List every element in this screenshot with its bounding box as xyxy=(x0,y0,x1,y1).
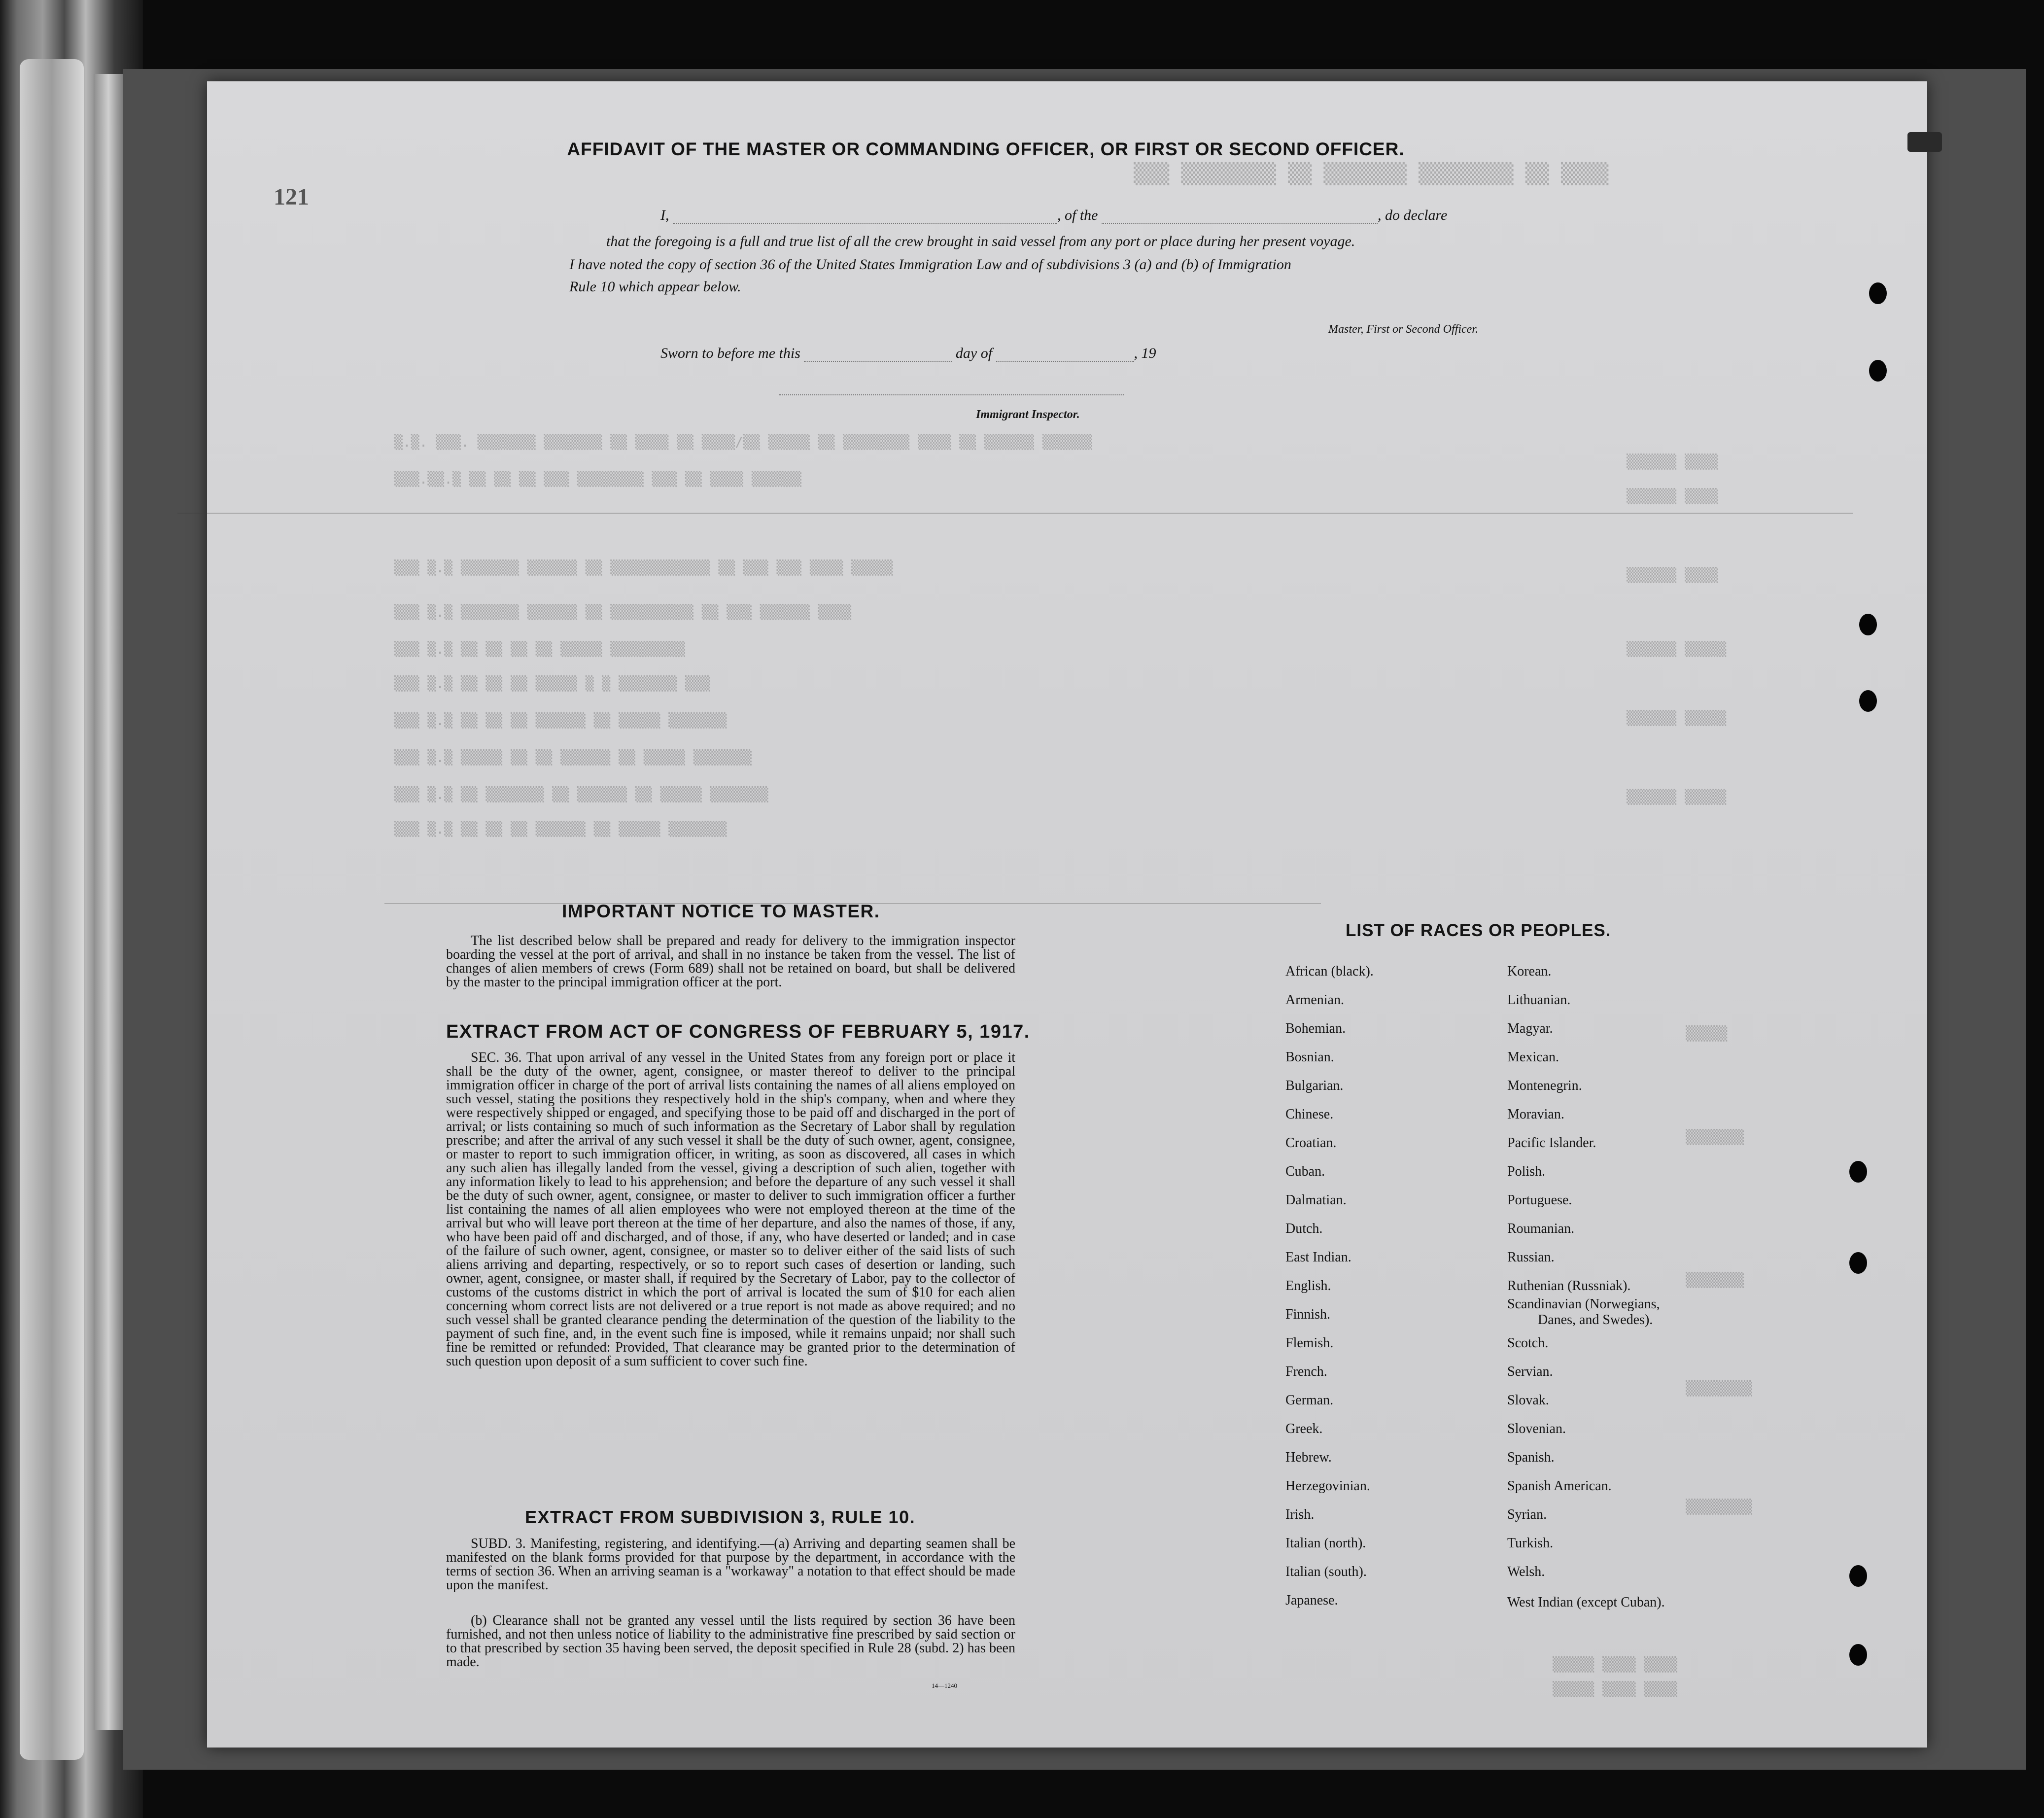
vessel-name-field[interactable] xyxy=(1102,223,1378,224)
race-item: Syrian. xyxy=(1507,1507,1547,1522)
race-item: Dutch. xyxy=(1285,1221,1323,1236)
race-item: Irish. xyxy=(1285,1507,1315,1522)
punch-hole xyxy=(1849,1252,1867,1274)
race-item: Hebrew. xyxy=(1285,1450,1332,1465)
punch-hole xyxy=(1869,282,1887,304)
race-item: Dalmatian. xyxy=(1285,1192,1347,1208)
race-item: Russian. xyxy=(1507,1250,1555,1265)
bleed-text: ▒.▒. ▒▒▒. ▒▒▒▒▒▒▒ ▒▒▒▒▒▒▒ ▒▒ ▒▒▒▒ ▒▒ ▒▒▒▒/▒▒ ▒▒▒▒▒ ▒▒ ▒▒▒▒▒▒▒▒ ▒▒▒▒ ▒▒ ▒▒▒▒▒▒ ▒▒▒▒▒▒ xyxy=(394,434,1093,450)
bleed-text: ▒▒▒ ▒▒▒▒▒▒▒▒ ▒▒ ▒▒▒▒▒▒▒ ▒▒▒▒▒▒▒▒ ▒▒ ▒▒▒▒ xyxy=(1134,163,1609,185)
bleed-text: ▒▒▒▒▒▒▒ xyxy=(1686,1129,1744,1145)
race-item: Flemish. xyxy=(1285,1335,1334,1351)
race-item: Croatian. xyxy=(1285,1135,1337,1151)
bleed-text: ▒▒▒ ▒.▒ ▒▒ ▒▒▒▒▒▒▒ ▒▒ ▒▒▒▒▒▒ ▒▒ ▒▒▒▒▒ ▒▒▒▒▒▒▒ xyxy=(394,786,768,803)
race-item: Finnish. xyxy=(1285,1307,1331,1322)
bleed-text: ▒▒▒▒▒▒ ▒▒▒▒▒ xyxy=(1627,710,1727,726)
race-item: Portuguese. xyxy=(1507,1192,1572,1208)
race-item: Spanish American. xyxy=(1507,1478,1612,1494)
race-item: Pacific Islander. xyxy=(1507,1135,1596,1151)
form-number: 14—1240 xyxy=(932,1682,957,1689)
race-item: Ruthenian (Russniak). xyxy=(1507,1278,1631,1294)
bleed-text: ▒▒▒▒▒ xyxy=(1686,1025,1728,1042)
bleed-text: ▒▒▒▒▒▒ ▒▒▒▒ xyxy=(1627,454,1718,470)
race-item: Italian (north). xyxy=(1285,1536,1366,1551)
bleed-text: ▒▒▒ ▒.▒ ▒▒▒▒▒▒▒ ▒▒▒▒▒▒ ▒▒ ▒▒▒▒▒▒▒▒▒▒ ▒▒ ▒▒▒ ▒▒▒▒▒▒ ▒▒▒▒ xyxy=(394,604,852,620)
race-item: Bohemian. xyxy=(1285,1021,1346,1036)
bleed-text: ▒▒▒ ▒.▒ ▒▒ ▒▒ ▒▒ ▒▒▒▒▒ ▒ ▒ ▒▒▒▒▒▒▒ ▒▒▒ xyxy=(394,675,710,692)
declaration-of-the: , of the xyxy=(1057,207,1098,223)
declaration-line-1 xyxy=(660,207,1548,224)
race-item: Korean. xyxy=(1507,964,1552,979)
declaration-i: I, xyxy=(660,207,669,223)
declaration-do-declare: , do declare xyxy=(1378,207,1448,223)
binder-strip xyxy=(20,59,84,1760)
race-item: Greek. xyxy=(1285,1421,1323,1436)
race-item: Bosnian. xyxy=(1285,1049,1334,1065)
affidavit-title: AFFIDAVIT OF THE MASTER OR COMMANDING OFFICER, OR FIRST OR SECOND OFFICER. xyxy=(567,139,1405,159)
race-item: Roumanian. xyxy=(1507,1221,1575,1236)
race-item: Scotch. xyxy=(1507,1335,1549,1351)
race-item: Danes, and Swedes). xyxy=(1538,1312,1653,1328)
bleed-text: ▒▒▒ ▒.▒ ▒▒ ▒▒ ▒▒ ▒▒ ▒▒▒▒▒ ▒▒▒▒▒▒▒▒▒ xyxy=(394,641,686,657)
binder-strip-inner xyxy=(94,74,123,1730)
bleed-text: ▒▒▒▒▒▒▒▒ xyxy=(1686,1499,1752,1515)
punch-hole xyxy=(1849,1644,1867,1666)
sworn-text: Sworn to before me this xyxy=(660,345,800,361)
race-item: Japanese. xyxy=(1285,1593,1338,1608)
sworn-month-field[interactable] xyxy=(996,361,1134,362)
declaration-line-2: that the foregoing is a full and true list of all the crew brought in said vessel from any port or place during her present voyage. xyxy=(606,233,1355,249)
race-item: Armenian. xyxy=(1285,992,1344,1008)
bleed-text: ▒▒▒▒▒▒▒▒ xyxy=(1686,1380,1752,1397)
sworn-year: , 19 xyxy=(1134,345,1156,361)
races-title: LIST OF RACES OR PEOPLES. xyxy=(1346,921,1611,940)
race-item: Lithuanian. xyxy=(1507,992,1571,1008)
master-signature-label: Master, First or Second Officer. xyxy=(1328,323,1478,336)
page-number: 121 xyxy=(274,184,309,210)
extract-rule-text-b: (b) Clearance shall not be granted any vessel until the lists required by section 36 have been furnished, and not then unless notice of liability to the administrative fine prescribed by said section or to that prescribed by section 35 having been served, the deposit specified in Rule 28 (subd. 2) has been made. xyxy=(446,1613,1015,1670)
bleed-text: ▒▒▒▒▒▒ ▒▒▒▒ xyxy=(1627,488,1718,504)
extract-rule-text-a: SUBD. 3. Manifesting, registering, and identifying.—(a) Arriving and departing seamen shall be manifested on the blank forms provided for that purpose by the department, in accordance with the terms of section 36. When an arriving seaman is a "workaway" a notation to that effect should be made upon the manifest. xyxy=(446,1536,1015,1593)
binder-edge xyxy=(0,0,143,1818)
race-item: Slovak. xyxy=(1507,1393,1549,1408)
race-item: Welsh. xyxy=(1507,1564,1545,1579)
bleed-text: ▒▒▒ ▒.▒ ▒▒▒▒▒ ▒▒ ▒▒ ▒▒▒▒▒▒ ▒▒ ▒▒▒▒▒ ▒▒▒▒▒▒▒ xyxy=(394,749,752,766)
punch-hole xyxy=(1849,1565,1867,1587)
notice-title: IMPORTANT NOTICE TO MASTER. xyxy=(562,901,880,921)
sworn-date-field[interactable] xyxy=(804,361,952,362)
corner-mark xyxy=(1907,132,1942,152)
bleed-text: ▒▒▒▒▒ ▒▒▒▒ ▒▒▒▒ xyxy=(1553,1656,1677,1673)
race-item: Magyar. xyxy=(1507,1021,1553,1036)
document-page xyxy=(207,81,1927,1748)
extract-act-title: EXTRACT FROM ACT OF CONGRESS OF FEBRUARY 5, 1917. xyxy=(446,1021,1030,1042)
bleed-text: ▒▒▒ ▒.▒ ▒▒ ▒▒ ▒▒ ▒▒▒▒▒▒ ▒▒ ▒▒▒▒▒ ▒▒▒▒▒▒▒ xyxy=(394,821,727,837)
bleed-text: ▒▒▒▒▒ ▒▒▒▒ ▒▒▒▒ xyxy=(1553,1681,1677,1697)
race-item: Slovenian. xyxy=(1507,1421,1566,1436)
sworn-day-of: day of xyxy=(955,345,993,361)
race-item: Moravian. xyxy=(1507,1107,1564,1122)
notice-text: The list described below shall be prepared and ready for delivery to the immigration inspector boarding the vessel at the port of arrival, and shall in no instance be taken from the vessel. The list of changes of alien members of crews (Form 689) shall not be retained on board, but shall be delivered by the master to the principal immigration officer at the port. xyxy=(446,933,1015,990)
declaration-line-3: I have noted the copy of section 36 of the United States Immigration Law and of subdivisions 3 (a) and (b) of Immigration xyxy=(569,256,1291,273)
race-item: French. xyxy=(1285,1364,1327,1379)
race-item: Spanish. xyxy=(1507,1450,1555,1465)
inspector-label: Immigrant Inspector. xyxy=(976,408,1080,421)
officer-name-field[interactable] xyxy=(673,223,1057,224)
punch-hole xyxy=(1859,690,1877,712)
race-item: East Indian. xyxy=(1285,1250,1351,1265)
race-item: Servian. xyxy=(1507,1364,1553,1379)
race-item: West Indian (except Cuban). xyxy=(1507,1595,1665,1610)
inspector-signature-line[interactable] xyxy=(779,394,1124,395)
race-item: German. xyxy=(1285,1393,1334,1408)
sworn-line xyxy=(660,345,1156,362)
race-item: African (black). xyxy=(1285,964,1374,979)
punch-hole xyxy=(1869,360,1887,382)
bleed-text: ▒▒▒▒▒▒▒ xyxy=(1686,1272,1744,1288)
race-item: English. xyxy=(1285,1278,1331,1294)
bleed-text: ▒▒▒ ▒.▒ ▒▒▒▒▒▒▒ ▒▒▒▒▒▒ ▒▒ ▒▒▒▒▒▒▒▒▒▒▒▒ ▒▒ ▒▒▒ ▒▒▒ ▒▒▒▒ ▒▒▒▒▒ xyxy=(394,559,893,576)
race-item: Turkish. xyxy=(1507,1536,1554,1551)
race-item: Montenegrin. xyxy=(1507,1078,1582,1093)
race-item: Polish. xyxy=(1507,1164,1546,1179)
bleed-text: ▒▒▒▒▒▒ ▒▒▒▒▒ xyxy=(1627,789,1727,805)
punch-hole xyxy=(1849,1161,1867,1183)
race-item: Scandinavian (Norwegians, xyxy=(1507,1296,1660,1312)
race-item: Chinese. xyxy=(1285,1107,1334,1122)
extract-rule-title: EXTRACT FROM SUBDIVISION 3, RULE 10. xyxy=(525,1507,916,1527)
bleed-text: ▒▒▒▒▒▒ ▒▒▒▒ xyxy=(1627,567,1718,583)
declaration-line-4: Rule 10 which appear below. xyxy=(569,279,741,295)
race-item: Mexican. xyxy=(1507,1049,1559,1065)
bleed-line xyxy=(177,513,1853,514)
bleed-text: ▒▒▒▒▒▒ ▒▒▒▒▒ xyxy=(1627,641,1727,657)
punch-hole xyxy=(1859,614,1877,635)
extract-act-text: SEC. 36. That upon arrival of any vessel in the United States from any foreign port or place it shall be the duty of the owner, agent, consignee, or master thereof to deliver to the principal immigration officer in charge of the port of arrival lists containing the names of all aliens employed on such vessel, stating the positions they respectively hold in the ship's company, when and where they were respectively shipped or engaged, and specifying those to be paid off and discharged in the port of arrival; or lists containing so much of such information as the Secretary of Labor shall by regulation prescribe; and after the arrival of any such vessel it shall be the duty of such owner, agent, consignee, or master to report to such immigration officer, in writing, as soon as discovered, all cases in which any such alien has illegally landed from the vessel, giving a description of such alien, together with any information likely to lead to his apprehension; and before the departure of any such vessel it shall be the duty of such owner, agent, consignee, or master to deliver to such immigration officer a further list containing the names of all alien employees who were not employed thereon at the time of the arrival but who will leave port thereon at the time of her departure, and also the names of those, if any, who have been paid off and discharged, and of those, if any, who have deserted or landed; and in case of the failure of such owner, agent, consignee, or master so to deliver either of the said lists of such aliens arriving and departing, respectively, or so to report such cases of desertion or landing, such owner, agent, consignee, or master shall, if required by the Secretary of Labor, pay to the collector of customs of the customs district in which the port of arrival is located the sum of $10 for each alien concerning whom correct lists are not delivered or a true report is not made as above required; and no such vessel shall be granted clearance pending the determination of the question of the liability to the payment of such fine, and, in the event such fine is imposed, while it remains unpaid; nor shall such fine be remitted or refunded: Provided, That clearance may be granted prior to the determination of such question upon deposit of a sum sufficient to cover such fine. xyxy=(446,1050,1015,1369)
bleed-text: ▒▒▒.▒▒.▒ ▒▒ ▒▒ ▒▒ ▒▒▒ ▒▒▒▒▒▒▒▒ ▒▒▒ ▒▒ ▒▒▒▒ ▒▒▒▒▒▒ xyxy=(394,471,802,487)
race-item: Italian (south). xyxy=(1285,1564,1367,1579)
bleed-text: ▒▒▒ ▒.▒ ▒▒ ▒▒ ▒▒ ▒▒▒▒▒▒ ▒▒ ▒▒▒▒▒ ▒▒▒▒▒▒▒ xyxy=(394,712,727,729)
race-item: Herzegovinian. xyxy=(1285,1478,1370,1494)
race-item: Cuban. xyxy=(1285,1164,1325,1179)
race-item: Bulgarian. xyxy=(1285,1078,1344,1093)
